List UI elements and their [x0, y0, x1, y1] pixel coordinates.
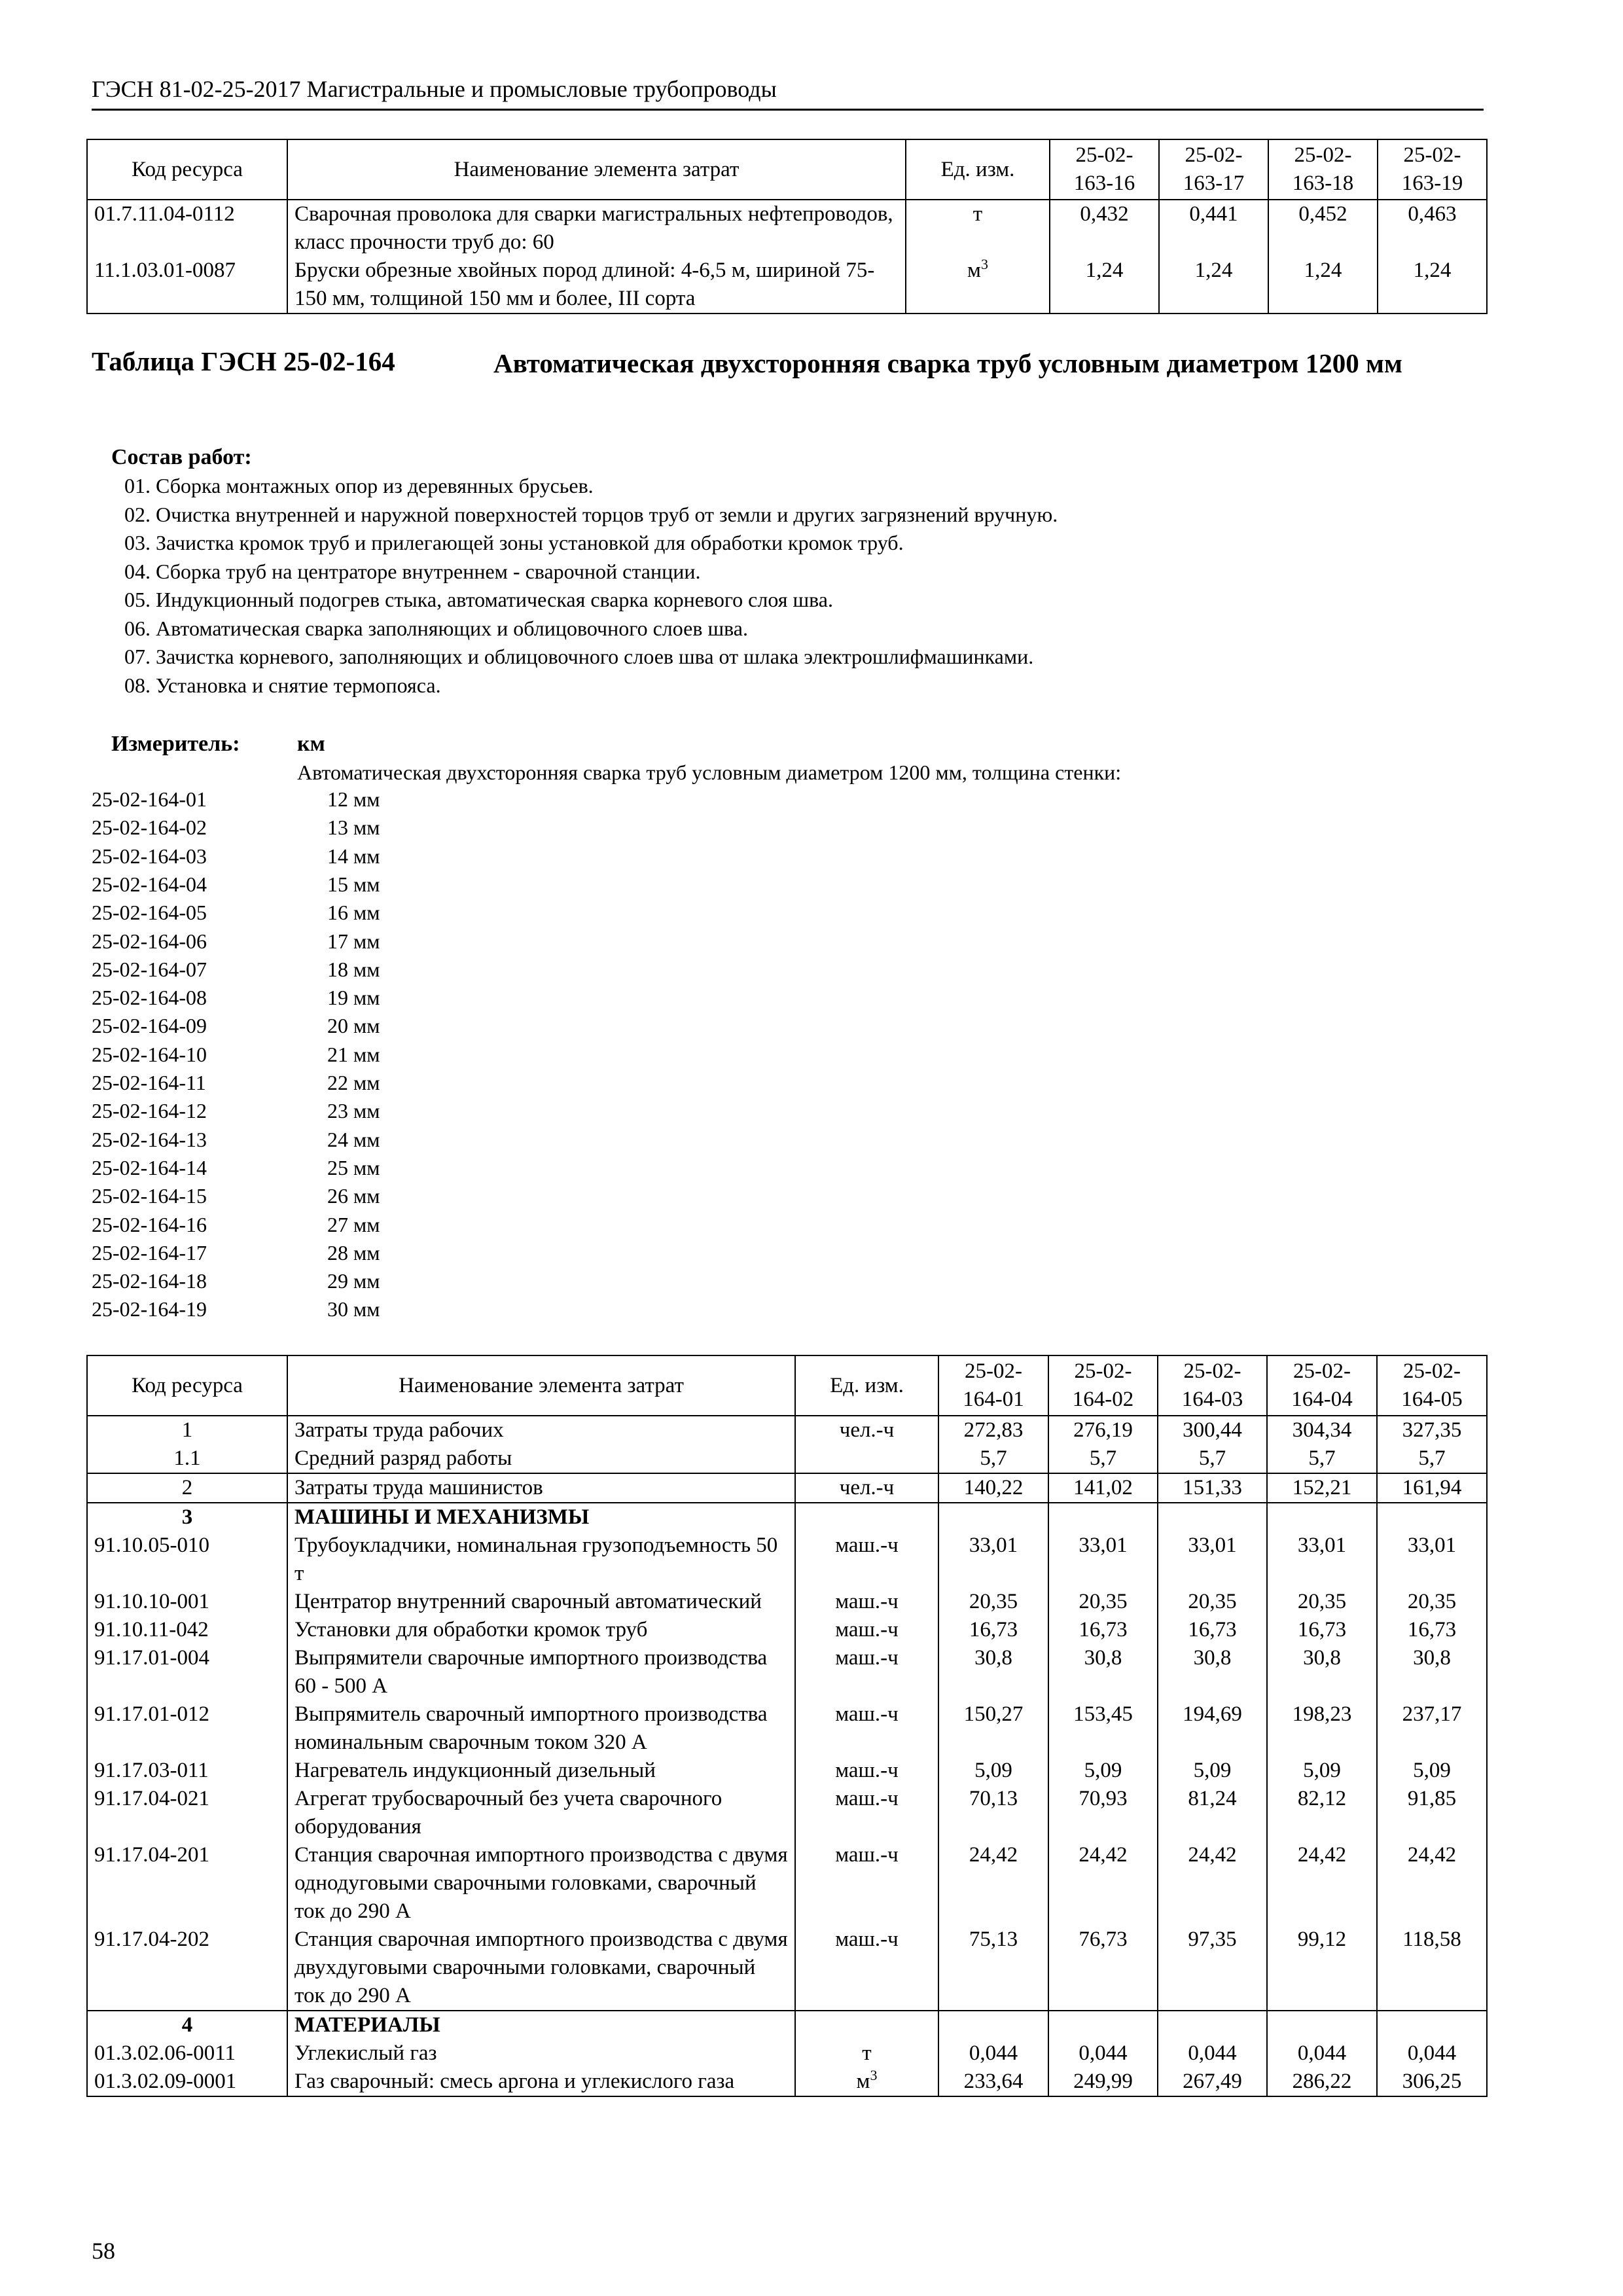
resource-value: 1,24 [1378, 257, 1487, 314]
resource-value: 5,7 [1267, 1444, 1377, 1473]
resource-unit [795, 1616, 938, 1644]
resource-unit [795, 1841, 938, 1926]
table-row [87, 1926, 1487, 2011]
resource-value: 30,8 [1267, 1644, 1377, 1700]
rate-code: 25-02-164-08 [92, 986, 207, 1010]
resource-unit [795, 1532, 938, 1588]
resource-code: 3 [87, 1503, 287, 1532]
resource-value: 0,441 [1159, 200, 1268, 257]
resource-value [1377, 1503, 1487, 1532]
resource-code: 4 [87, 2011, 287, 2039]
table1-col-unit: Ед. изм. [906, 139, 1050, 200]
rate-code: 25-02-164-16 [92, 1212, 207, 1236]
resource-unit [906, 200, 1050, 257]
table2-col-code: Код ресурса [87, 1355, 287, 1416]
resource-value: 30,8 [938, 1644, 1048, 1700]
resource-value: 237,17 [1377, 1700, 1487, 1757]
unit-text: маш.-ч [835, 1590, 899, 1613]
rate-code: 25-02-164-05 [92, 901, 207, 925]
table-row [87, 1503, 1487, 1532]
resource-name: Углекислый газ [287, 2039, 795, 2068]
unit-text: маш.-ч [835, 1702, 899, 1726]
rate-thickness: 14 мм [327, 844, 380, 868]
rate-thickness: 28 мм [327, 1240, 380, 1265]
resource-value [1267, 1503, 1377, 1532]
rate-thickness: 18 мм [327, 957, 380, 981]
resource-name: Станция сварочная импортного производства с двумя однодуговыми сварочными головками, сварочный ток до 290 А [287, 1841, 795, 1926]
resource-code: 91.17.04-202 [87, 1926, 287, 2011]
rate-thickness: 23 мм [327, 1099, 380, 1123]
table-row [87, 2011, 1487, 2039]
table-row [87, 1757, 1487, 1785]
unit-text: чел.-ч [839, 1418, 895, 1442]
work-item: 05. Индукционный подогрев стыка, автоматическая сварка корневого слоя шва. [124, 588, 833, 611]
unit-text: чел.-ч [839, 1476, 895, 1499]
resource-value [1267, 2011, 1377, 2039]
table-row [87, 1700, 1487, 1757]
resource-value [1048, 2011, 1158, 2039]
resource-unit [795, 1444, 938, 1473]
resource-name: Средний разряд работы [287, 1444, 795, 1473]
resource-name: Затраты труда машинистов [287, 1473, 795, 1503]
resource-value: 118,58 [1377, 1926, 1487, 2011]
resource-value: 152,21 [1267, 1473, 1377, 1503]
table-title-label: Таблица ГЭСН 25-02-164 [92, 346, 395, 376]
resource-unit [795, 2039, 938, 2068]
resource-value: 5,09 [1377, 1757, 1487, 1785]
table1-col-rate: 25-02- 163-18 [1268, 139, 1378, 200]
resource-value: 267,49 [1158, 2068, 1267, 2096]
resource-value [1048, 1503, 1158, 1532]
resource-value: 75,13 [938, 1926, 1048, 2011]
resource-value: 70,13 [938, 1785, 1048, 1841]
resource-value [1158, 2011, 1267, 2039]
resource-value: 140,22 [938, 1473, 1048, 1503]
resource-value: 0,044 [1267, 2039, 1377, 2068]
rate-code: 25-02-164-14 [92, 1155, 207, 1179]
resource-value: 300,44 [1158, 1416, 1267, 1444]
table2-col-unit: Ед. изм. [795, 1355, 938, 1416]
table1-col-name: Наименование элемента затрат [287, 139, 906, 200]
resource-value: 1,24 [1050, 257, 1159, 314]
resource-value: 194,69 [1158, 1700, 1267, 1757]
table-row [87, 1473, 1487, 1503]
resource-code: 91.17.03-011 [87, 1757, 287, 1785]
meter-unit: км [297, 732, 325, 756]
rate-code: 25-02-164-03 [92, 844, 207, 868]
resource-value: 16,73 [1158, 1616, 1267, 1644]
resource-value [1377, 2011, 1487, 2039]
rate-code: 25-02-164-04 [92, 872, 207, 896]
table-row [87, 1532, 1487, 1588]
rate-code: 25-02-164-06 [92, 929, 207, 953]
unit-text: маш.-ч [835, 1843, 899, 1867]
work-item: 04. Сборка труб на центраторе внутреннем - сварочной станции. [124, 560, 701, 583]
rate-thickness: 15 мм [327, 872, 380, 896]
rate-code: 25-02-164-10 [92, 1042, 207, 1066]
table2-col-rate: 25-02- 164-03 [1158, 1355, 1267, 1416]
work-item: 01. Сборка монтажных опор из деревянных брусьев. [124, 474, 594, 497]
resource-value: 24,42 [938, 1841, 1048, 1926]
resource-unit [795, 1785, 938, 1841]
resource-name: Выпрямитель сварочный импортного производства номинальным сварочным током 320 А [287, 1700, 795, 1757]
rate-thickness: 21 мм [327, 1042, 380, 1066]
resource-value: 97,35 [1158, 1926, 1267, 2011]
resource-value: 16,73 [1048, 1616, 1158, 1644]
meter-label: Измеритель: [111, 732, 240, 756]
resource-name: Станция сварочная импортного производства с двумя двухдуговыми сварочными головками, сварочный ток до 290 А [287, 1926, 795, 2011]
unit-text: м [967, 259, 981, 282]
resource-value: 150,27 [938, 1700, 1048, 1757]
resource-value: 24,42 [1048, 1841, 1158, 1926]
resource-name: Бруски обрезные хвойных пород длиной: 4-6,5 м, шириной 75-150 мм, толщиной 150 мм и более, III сорта [287, 257, 906, 314]
resource-value: 20,35 [1158, 1588, 1267, 1616]
resource-name: Агрегат трубосварочный без учета сварочного оборудования [287, 1785, 795, 1841]
resource-unit [795, 1644, 938, 1700]
table-row [87, 200, 1487, 257]
rate-thickness: 25 мм [327, 1155, 380, 1179]
table-row [87, 1841, 1487, 1926]
resource-name: Трубоукладчики, номинальная грузоподъемность 50 т [287, 1532, 795, 1588]
table-row [87, 1785, 1487, 1841]
table2-col-name: Наименование элемента затрат [287, 1355, 795, 1416]
resource-value: 33,01 [1267, 1532, 1377, 1588]
rate-code: 25-02-164-15 [92, 1184, 207, 1208]
rate-code: 25-02-164-02 [92, 816, 207, 840]
resource-unit [795, 2068, 938, 2096]
resource-value: 70,93 [1048, 1785, 1158, 1841]
table2-header-row [87, 1355, 1487, 1416]
resource-value: 30,8 [1048, 1644, 1158, 1700]
resource-value: 30,8 [1377, 1644, 1487, 1700]
resource-unit [795, 2011, 938, 2039]
rate-thickness: 24 мм [327, 1127, 380, 1151]
unit-text: м [856, 2070, 870, 2093]
header-rule [92, 109, 1484, 111]
resource-value: 30,8 [1158, 1644, 1267, 1700]
resource-unit [795, 1588, 938, 1616]
resource-value: 5,09 [1048, 1757, 1158, 1785]
resource-code: 1.1 [87, 1444, 287, 1473]
unit-text: маш.-ч [835, 1646, 899, 1670]
table2-col-rate: 25-02- 164-05 [1377, 1355, 1487, 1416]
resource-value: 33,01 [938, 1532, 1048, 1588]
rate-thickness: 26 мм [327, 1184, 380, 1208]
resource-value: 1,24 [1159, 257, 1268, 314]
table1-col-rate: 25-02- 163-19 [1378, 139, 1487, 200]
resource-value: 24,42 [1267, 1841, 1377, 1926]
table-row [87, 257, 1487, 314]
rate-thickness: 13 мм [327, 816, 380, 840]
unit-text: маш.-ч [835, 1787, 899, 1810]
table1-col-code: Код ресурса [87, 139, 287, 200]
table-row [87, 1416, 1487, 1444]
unit-superscript: 3 [980, 256, 988, 272]
resource-value: 0,432 [1050, 200, 1159, 257]
table-row [87, 1444, 1487, 1473]
resource-value: 82,12 [1267, 1785, 1377, 1841]
resource-value: 0,463 [1378, 200, 1487, 257]
resource-unit [795, 1416, 938, 1444]
resource-table-164 [86, 1355, 1488, 2097]
resource-value: 20,35 [938, 1588, 1048, 1616]
resource-value: 5,09 [1158, 1757, 1267, 1785]
resource-value: 0,044 [938, 2039, 1048, 2068]
unit-text: т [862, 2041, 872, 2065]
resource-name: Выпрямители сварочные импортного производства 60 - 500 А [287, 1644, 795, 1700]
running-header: ГЭСН 81-02-25-2017 Магистральные и промысловые трубопроводы [92, 76, 777, 102]
resource-value: 304,34 [1267, 1416, 1377, 1444]
table-row [87, 2039, 1487, 2068]
rate-code: 25-02-164-17 [92, 1240, 207, 1265]
resource-value: 5,7 [1048, 1444, 1158, 1473]
rate-code: 25-02-164-11 [92, 1071, 206, 1094]
rate-thickness: 12 мм [327, 787, 380, 811]
unit-text: маш.-ч [835, 1618, 899, 1641]
resource-value: 99,12 [1267, 1926, 1377, 2011]
resource-table-163 [86, 139, 1488, 314]
resource-value: 233,64 [938, 2068, 1048, 2096]
rate-thickness: 27 мм [327, 1212, 380, 1236]
table1-col-rate: 25-02- 163-16 [1050, 139, 1159, 200]
work-item: 02. Очистка внутренней и наружной поверхностей торцов труб от земли и других загрязнений вручную. [124, 503, 1058, 526]
resource-value: 0,044 [1158, 2039, 1267, 2068]
resource-name: Центратор внутренний сварочный автоматический [287, 1588, 795, 1616]
resource-value: 81,24 [1158, 1785, 1267, 1841]
resource-value: 0,452 [1268, 200, 1378, 257]
resource-value [938, 1503, 1048, 1532]
resource-value: 20,35 [1377, 1588, 1487, 1616]
resource-value: 327,35 [1377, 1416, 1487, 1444]
rate-thickness: 17 мм [327, 929, 380, 953]
unit-superscript: 3 [870, 2067, 878, 2083]
resource-value: 20,35 [1048, 1588, 1158, 1616]
rate-code: 25-02-164-09 [92, 1014, 207, 1038]
resource-code: 91.10.11-042 [87, 1616, 287, 1644]
resource-value: 286,22 [1267, 2068, 1377, 2096]
resource-unit [795, 1473, 938, 1503]
resource-code: 91.17.01-004 [87, 1644, 287, 1700]
table-row [87, 1616, 1487, 1644]
table1-header-row [87, 139, 1487, 200]
resource-value: 151,33 [1158, 1473, 1267, 1503]
unit-text: маш.-ч [835, 1928, 899, 1951]
resource-value: 306,25 [1377, 2068, 1487, 2096]
resource-value: 5,7 [1377, 1444, 1487, 1473]
meter-description: Автоматическая двухсторонняя сварка труб условным диаметром 1200 мм, толщина стенки: [297, 761, 1122, 784]
resource-value: 161,94 [1377, 1473, 1487, 1503]
resource-value: 16,73 [1267, 1616, 1377, 1644]
work-item: 03. Зачистка кромок труб и прилегающей зоны установкой для обработки кромок труб. [124, 531, 904, 554]
resource-code: 91.17.04-021 [87, 1785, 287, 1841]
resource-code: 11.1.03.01-0087 [87, 257, 287, 314]
rate-thickness: 22 мм [327, 1071, 380, 1094]
resource-code: 91.10.05-010 [87, 1532, 287, 1588]
resource-code: 1 [87, 1416, 287, 1444]
resource-value: 24,42 [1158, 1841, 1267, 1926]
resource-value: 24,42 [1377, 1841, 1487, 1926]
resource-name: Установки для обработки кромок труб [287, 1616, 795, 1644]
resource-value: 0,044 [1377, 2039, 1487, 2068]
rate-code: 25-02-164-18 [92, 1269, 207, 1293]
resource-code: 91.17.04-201 [87, 1841, 287, 1926]
resource-value: 272,83 [938, 1416, 1048, 1444]
resource-name: МАШИНЫ И МЕХАНИЗМЫ [287, 1503, 795, 1532]
rate-code: 25-02-164-07 [92, 957, 207, 981]
rate-thickness: 30 мм [327, 1297, 380, 1321]
resource-value: 20,35 [1267, 1588, 1377, 1616]
page-number: 58 [92, 2238, 115, 2264]
resource-name: Нагреватель индукционный дизельный [287, 1757, 795, 1785]
resource-value: 16,73 [1377, 1616, 1487, 1644]
resource-value: 153,45 [1048, 1700, 1158, 1757]
resource-name: Затраты труда рабочих [287, 1416, 795, 1444]
table-row [87, 1588, 1487, 1616]
resource-value: 76,73 [1048, 1926, 1158, 2011]
resource-value [938, 2011, 1048, 2039]
table2-col-rate: 25-02- 164-01 [938, 1355, 1048, 1416]
resource-value: 33,01 [1377, 1532, 1487, 1588]
resource-value: 5,09 [938, 1757, 1048, 1785]
resource-value: 33,01 [1158, 1532, 1267, 1588]
resource-unit [795, 1926, 938, 2011]
rate-thickness: 19 мм [327, 986, 380, 1010]
rate-thickness: 20 мм [327, 1014, 380, 1038]
rate-code: 25-02-164-12 [92, 1099, 207, 1123]
resource-name: Газ сварочный: смесь аргона и углекислого газа [287, 2068, 795, 2096]
resource-value: 141,02 [1048, 1473, 1158, 1503]
resource-code: 01.3.02.06-0011 [87, 2039, 287, 2068]
resource-value: 33,01 [1048, 1532, 1158, 1588]
resource-value: 1,24 [1268, 257, 1378, 314]
resource-value: 5,7 [938, 1444, 1048, 1473]
work-item: 06. Автоматическая сварка заполняющих и облицовочного слоев шва. [124, 617, 748, 640]
resource-value: 276,19 [1048, 1416, 1158, 1444]
rate-code: 25-02-164-19 [92, 1297, 207, 1321]
unit-text: маш.-ч [835, 1759, 899, 1782]
resource-code: 2 [87, 1473, 287, 1503]
resource-code: 91.17.01-012 [87, 1700, 287, 1757]
resource-value: 91,85 [1377, 1785, 1487, 1841]
resource-value: 198,23 [1267, 1700, 1377, 1757]
resource-value: 5,7 [1158, 1444, 1267, 1473]
resource-value: 249,99 [1048, 2068, 1158, 2096]
resource-unit [795, 1757, 938, 1785]
rate-code: 25-02-164-01 [92, 787, 207, 811]
resource-code: 91.10.10-001 [87, 1588, 287, 1616]
resource-unit [795, 1700, 938, 1757]
rate-thickness: 16 мм [327, 901, 380, 925]
resource-value: 0,044 [1048, 2039, 1158, 2068]
rate-code: 25-02-164-13 [92, 1127, 207, 1151]
resource-unit [906, 257, 1050, 314]
resource-name: МАТЕРИАЛЫ [287, 2011, 795, 2039]
rate-thickness: 29 мм [327, 1269, 380, 1293]
table1-col-rate: 25-02- 163-17 [1159, 139, 1268, 200]
resource-unit [795, 1503, 938, 1532]
works-heading: Состав работ: [111, 445, 252, 469]
table-title-text: Автоматическая двухсторонняя сварка труб условным диаметром 1200 мм [493, 348, 1402, 378]
table2-col-rate: 25-02- 164-04 [1267, 1355, 1377, 1416]
unit-text: т [972, 202, 983, 226]
table-row [87, 2068, 1487, 2096]
resource-code: 01.3.02.09-0001 [87, 2068, 287, 2096]
resource-code: 01.7.11.04-0112 [87, 200, 287, 257]
work-item: 07. Зачистка корневого, заполняющих и облицовочного слоев шва от шлака электрошлифмашинками. [124, 645, 1034, 668]
resource-value: 5,09 [1267, 1757, 1377, 1785]
table-row [87, 1644, 1487, 1700]
resource-value: 16,73 [938, 1616, 1048, 1644]
resource-name: Сварочная проволока для сварки магистральных нефтепроводов, класс прочности труб до: 60 [287, 200, 906, 257]
table2-col-rate: 25-02- 164-02 [1048, 1355, 1158, 1416]
resource-value [1158, 1503, 1267, 1532]
work-item: 08. Установка и снятие термопояса. [124, 673, 441, 697]
unit-text: маш.-ч [835, 1534, 899, 1557]
